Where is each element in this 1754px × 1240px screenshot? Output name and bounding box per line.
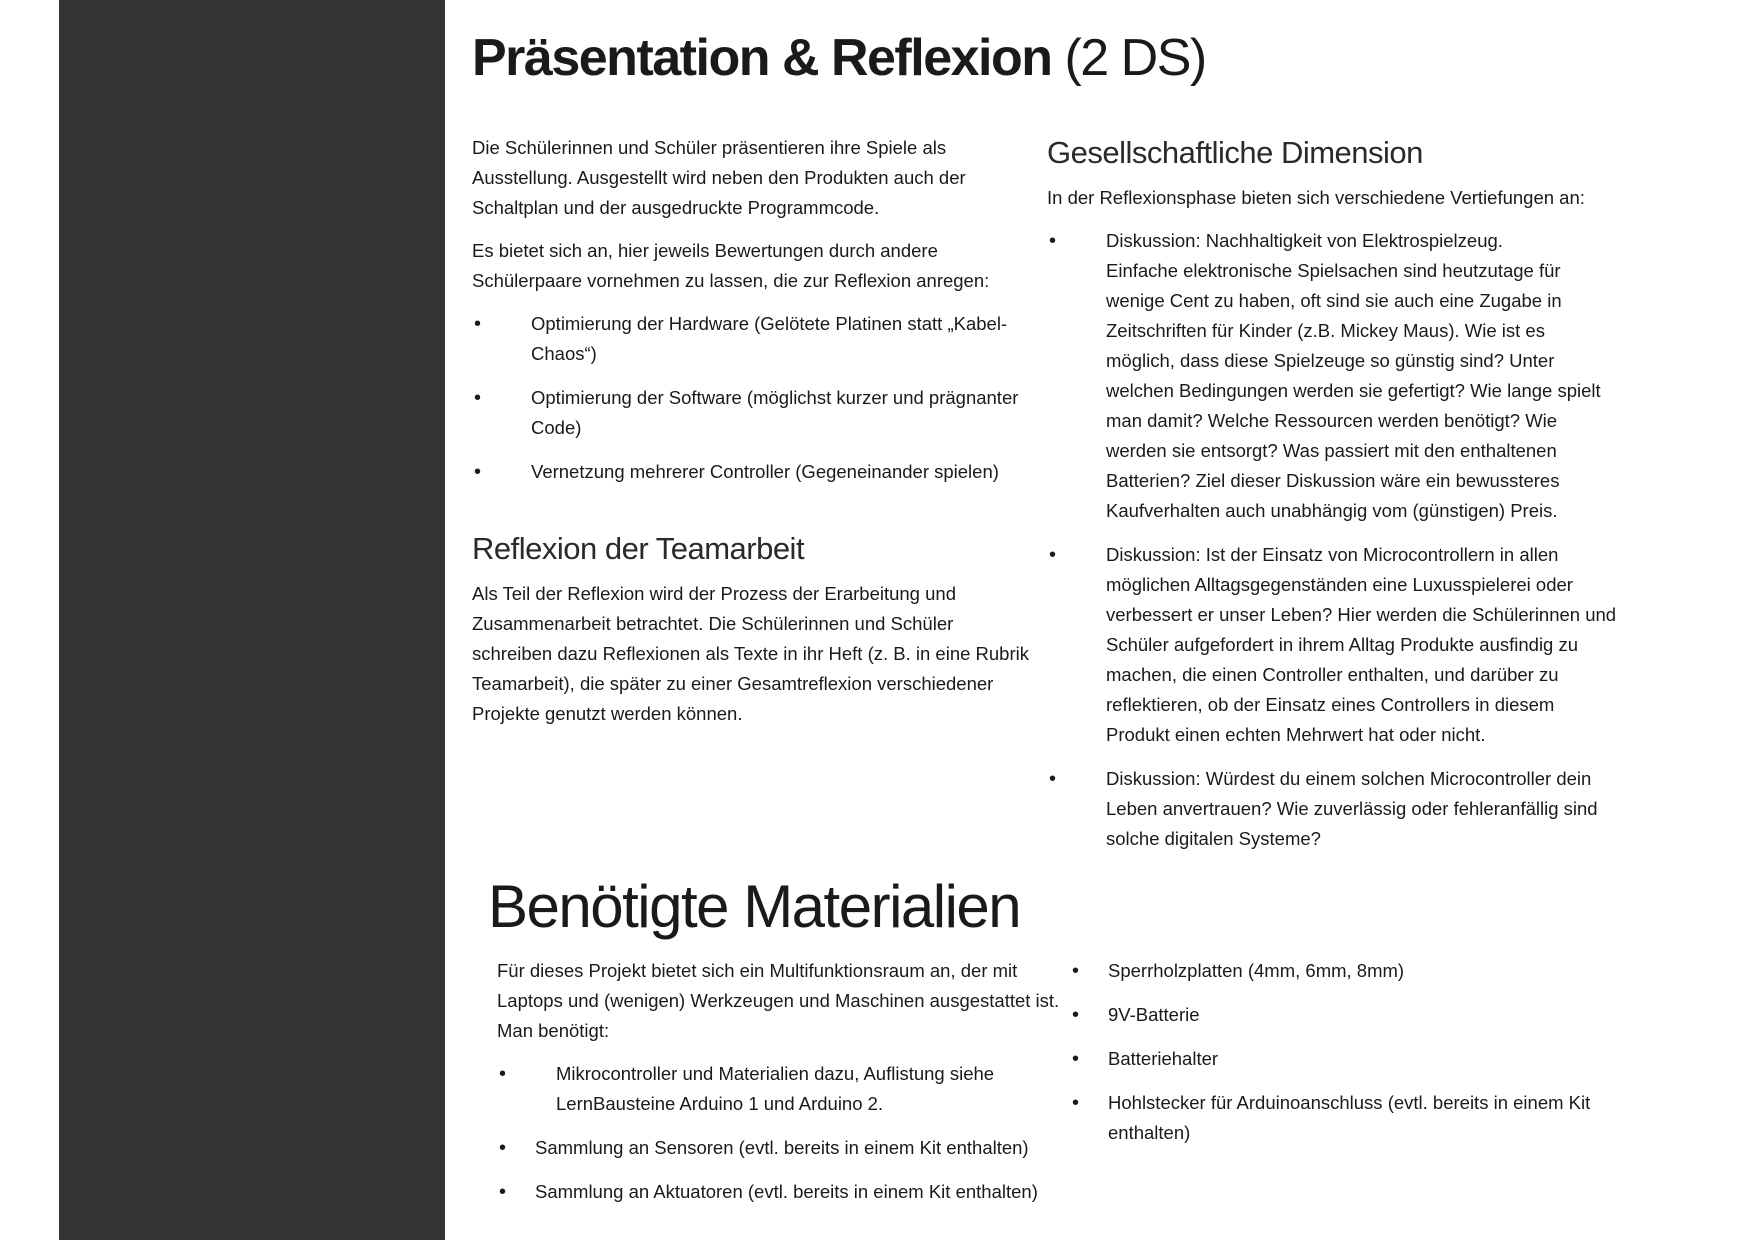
list-item-text: Diskussion: Würdest du einem solchen Microcontroller dein Leben anvertrauen? Wie zuverlässig oder fehleranfällig sind solche digitalen Systeme?	[1106, 768, 1598, 849]
title-suffix: (2 DS)	[1064, 29, 1206, 87]
bullet-icon: •	[1072, 1048, 1080, 1070]
right-column	[1047, 133, 1617, 868]
bullet-icon: •	[499, 1137, 507, 1159]
list-item	[472, 383, 1037, 443]
materials-left-column	[497, 956, 1067, 1221]
list-item-text: Hohlstecker für Arduinoanschluss (evtl. bereits in einem Kit enthalten)	[1108, 1092, 1591, 1143]
list-item-text: Vernetzung mehrerer Controller (Gegeneinander spielen)	[531, 461, 999, 482]
bullet-icon: •	[474, 387, 482, 409]
list-item	[1070, 956, 1630, 986]
list-item	[472, 457, 1037, 487]
list-item-text: Mikrocontroller und Materialien dazu, Auflistung siehe LernBausteine Arduino 1 und Arduino 2.	[556, 1063, 995, 1114]
list-item-text: Sperrholzplatten (4mm, 6mm, 8mm)	[1108, 960, 1405, 981]
team-heading: Reflexion der Teamarbeit	[472, 531, 805, 566]
bullet-icon: •	[1072, 960, 1080, 982]
materials-intro: Für dieses Projekt bietet sich ein Multifunktionsraum an, der mit Laptops und (wenigen) Werkzeugen und Maschinen ausgestattet ist. Man benötigt:	[497, 960, 1060, 1041]
team-paragraph: Als Teil der Reflexion wird der Prozess der Erarbeitung und Zusammenarbeit betrachtet. Die Schülerinnen und Schüler schreiben dazu Reflexionen als Texte in ihr Heft (z. B. in eine Rubrik Teamarbeit), die später zu einer Gesamtreflexion verschiedener Projekte genutzt werden können.	[472, 583, 1029, 724]
list-item	[497, 1133, 1067, 1163]
sidebar-panel	[59, 0, 445, 1240]
page-title	[472, 28, 1206, 88]
bullet-icon: •	[1049, 768, 1057, 790]
list-item	[1070, 1000, 1630, 1030]
list-item	[1070, 1088, 1630, 1148]
title-ampersand: &	[781, 29, 818, 87]
list-item-text: Optimierung der Software (möglichst kurzer und prägnanter Code)	[531, 387, 1019, 438]
bullet-icon: •	[499, 1181, 507, 1203]
list-item	[1047, 226, 1617, 526]
bullet-icon: •	[474, 313, 482, 335]
society-heading: Gesellschaftliche Dimension	[1047, 135, 1423, 170]
list-item-text: Sammlung an Sensoren (evtl. bereits in einem Kit enthalten)	[535, 1137, 1029, 1158]
left-column	[472, 133, 1037, 742]
bullet-icon: •	[474, 461, 482, 483]
bullet-icon: •	[1072, 1004, 1080, 1026]
list-item-text: 9V-Batterie	[1108, 1004, 1200, 1025]
list-item-title: Diskussion: Nachhaltigkeit von Elektrospielzeug.	[1106, 230, 1503, 251]
materials-list-right	[1070, 956, 1630, 1148]
list-item-text: Batteriehalter	[1108, 1048, 1219, 1069]
reflection-list	[472, 309, 1037, 487]
bullet-icon: •	[1049, 544, 1057, 566]
list-item	[1047, 764, 1617, 854]
list-item-text: Optimierung der Hardware (Gelötete Platinen statt „Kabel-Chaos“)	[531, 313, 1008, 364]
list-item	[497, 1059, 1067, 1119]
list-item-text: Einfache elektronische Spielsachen sind heutzutage für wenige Cent zu haben, oft sind sie auch eine Zugabe in Zeitschriften für Kinder (z.B. Mickey Maus). Wie ist es möglich, dass diese Spielzeuge so günstig sind? Unter welchen Bedingungen werden sie gefertigt? Wie lange spielt man damit? Welche Ressourcen werden benötigt? Wie werden sie entsorgt? Was passiert mit den enthaltenen Batterien? Ziel dieser Diskussion wäre ein bewussteres Kaufverhalten auch unabhängig vom (günstigen) Preis.	[1106, 260, 1601, 521]
list-item	[1070, 1044, 1630, 1074]
title-bold-2: Reflexion	[830, 29, 1052, 87]
society-intro: In der Reflexionsphase bieten sich verschiedene Vertiefungen an:	[1047, 187, 1585, 208]
list-item	[1047, 540, 1617, 750]
materials-list-left	[497, 1059, 1067, 1119]
materials-list-left-short	[497, 1133, 1067, 1207]
materials-right-column	[1070, 956, 1630, 1162]
bullet-icon: •	[1072, 1092, 1080, 1114]
discussion-list	[1047, 226, 1617, 854]
bullet-icon: •	[499, 1063, 507, 1085]
title-bold-1: Präsentation	[472, 29, 769, 87]
bullet-icon: •	[1049, 230, 1057, 252]
materials-title: Benötigte Materialien	[488, 873, 1021, 940]
intro-paragraph: Die Schülerinnen und Schüler präsentieren ihre Spiele als Ausstellung. Ausgestellt wird neben den Produkten auch der Schaltplan und der ausgedruckte Programmcode.	[472, 137, 966, 218]
list-item-text: Diskussion: Ist der Einsatz von Microcontrollern in allen möglichen Alltagsgegenständen eine Luxusspielerei oder verbessert er unser Leben? Hier werden die Schülerinnen und Schüler aufgefordert in ihrem Alltag Produkte ausfindig zu machen, die einen Controller enthalten, und darüber zu reflektieren, ob der Einsatz eines Controllers in diesem Produkt einen echten Mehrwert hat oder nicht.	[1106, 544, 1617, 745]
list-item	[472, 309, 1037, 369]
list-item-text: Sammlung an Aktuatoren (evtl. bereits in einem Kit enthalten)	[535, 1181, 1038, 1202]
rating-paragraph: Es bietet sich an, hier jeweils Bewertungen durch andere Schülerpaare vornehmen zu lassen, die zur Reflexion anregen:	[472, 240, 990, 291]
list-item	[497, 1177, 1067, 1207]
